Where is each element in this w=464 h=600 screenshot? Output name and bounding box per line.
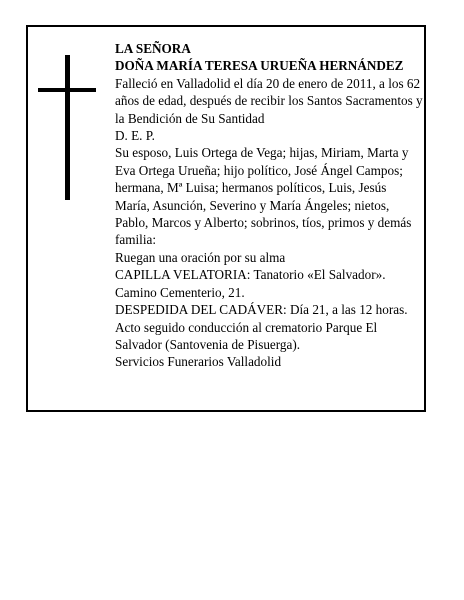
- family-list: Su esposo, Luis Ortega de Vega; hijas, Miriam, Marta y Eva Ortega Urueña; hijo político, José Ángel Campos; hermana, Mª Luisa; hermanos políticos, Luis, Jesús María, Asunción, Severino y María Ángeles; nietos, Pablo, Marcos y Alberto; sobrinos, tíos, primos y demás familia:: [115, 145, 412, 248]
- chapel-info: CAPILLA VELATORIA: Tanatorio «El Salvador». Camino Cementerio, 21.: [115, 267, 386, 300]
- cross-horizontal-bar: [38, 88, 96, 92]
- funeral-services: Servicios Funerarios Valladolid: [115, 354, 282, 370]
- obituary-notice: [26, 25, 426, 412]
- notice-heading: LA SEÑORA: [115, 41, 191, 56]
- cross-vertical-bar: [65, 55, 70, 200]
- farewell-info: DESPEDIDA DEL CADÁVER: Día 21, a las 12 horas. Acto seguido conducción al crematorio Parque El Salvador (Santovenia de Pisuerga).: [115, 302, 408, 352]
- rest-in-peace: D. E. P.: [115, 128, 155, 144]
- notice-text: [115, 40, 423, 371]
- prayer-request: Ruegan una oración por su alma: [115, 249, 286, 265]
- cross-icon: [38, 55, 96, 200]
- death-details: Falleció en Valladolid el día 20 de enero de 2011, a los 62 años de edad, después de recibir los Santos Sacramentos y la Bendición de Su Santidad: [115, 75, 423, 126]
- deceased-name: DOÑA MARÍA TERESA URUEÑA HERNÁNDEZ: [115, 58, 404, 74]
